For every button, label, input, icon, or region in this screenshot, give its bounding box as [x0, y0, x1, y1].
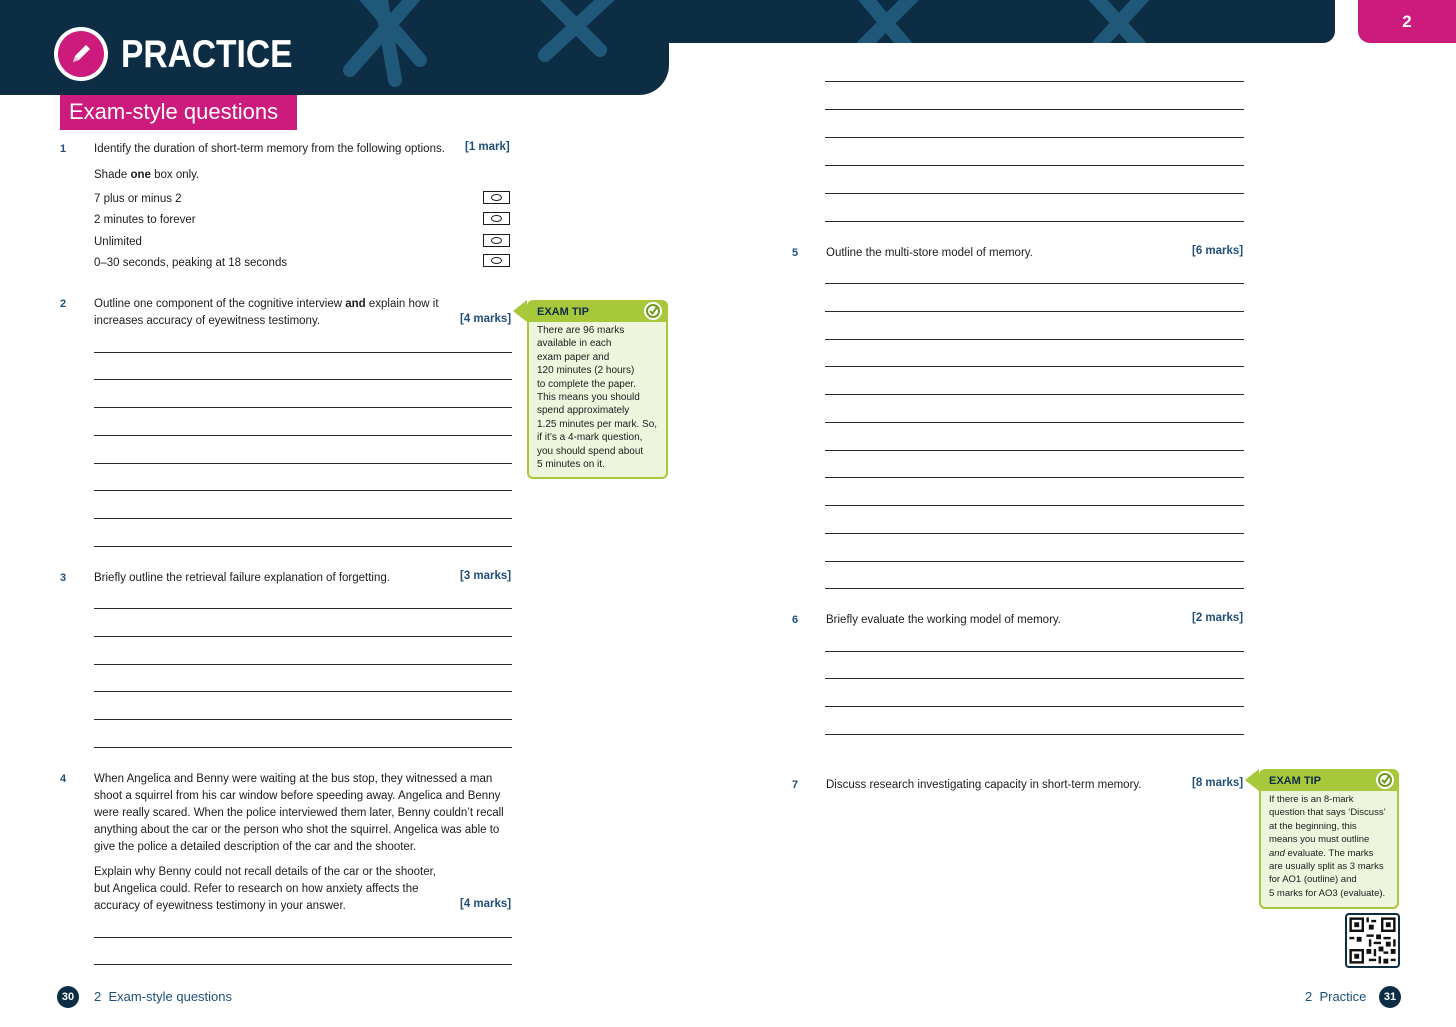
option-checkbox[interactable] — [483, 254, 510, 267]
answer-line[interactable] — [825, 193, 1244, 194]
tip-line: means you must outline — [1269, 834, 1370, 846]
tip-line: This means you should — [537, 392, 640, 404]
marks-label: [4 marks] — [460, 898, 512, 910]
page-number-right: 31 — [1379, 986, 1401, 1008]
tip-line: 120 minutes (2 hours) — [537, 365, 635, 377]
question-text: Discuss research investigating capacity in short-term memory. — [826, 779, 1142, 791]
question-text: increases accuracy of eyewitness testimony. — [94, 315, 321, 327]
answer-line[interactable] — [94, 691, 512, 692]
answer-line[interactable] — [825, 505, 1244, 506]
marks-label: [8 marks] — [1192, 777, 1244, 789]
answer-line[interactable] — [94, 937, 512, 938]
answer-line[interactable] — [825, 706, 1244, 707]
question-text: Identify the duration of short-term memory from the following options. — [94, 143, 445, 155]
answer-line[interactable] — [825, 394, 1244, 395]
marks-label: [2 marks] — [1192, 612, 1244, 624]
tip-line: available in each — [537, 338, 612, 350]
exam-tip-box — [1259, 769, 1399, 909]
pencil-icon — [58, 31, 104, 77]
answer-line[interactable] — [825, 165, 1244, 166]
answer-line[interactable] — [825, 81, 1244, 82]
answer-line[interactable] — [825, 311, 1244, 312]
answer-line[interactable] — [825, 339, 1244, 340]
footer-text-left: 2 Exam-style questions — [94, 989, 233, 1004]
tip-body — [537, 324, 660, 471]
decorative-stars — [669, 0, 1335, 43]
answer-line[interactable] — [94, 964, 512, 965]
tip-line: to complete the paper. — [537, 378, 636, 390]
page-title: PRACTICE — [121, 33, 293, 76]
marks-label: [1 mark] — [465, 141, 510, 153]
question-number: 5 — [792, 247, 799, 259]
answer-line[interactable] — [825, 533, 1244, 534]
tip-heading: EXAM TIP — [1261, 771, 1397, 791]
tip-line: 1.25 minutes per mark. So, — [537, 418, 658, 430]
marks-label: [3 marks] — [460, 570, 512, 582]
chapter-badge: 2 — [1358, 0, 1456, 43]
answer-line[interactable] — [825, 422, 1244, 423]
question-number: 4 — [60, 773, 67, 785]
question-number: 2 — [60, 298, 67, 310]
tip-line: at the beginning, this — [1269, 820, 1357, 832]
answer-line[interactable] — [94, 352, 512, 353]
target-icon — [1374, 769, 1396, 791]
question-text: Briefly evaluate the working model of memory. — [826, 614, 1061, 626]
question-text: Briefly outline the retrieval failure explanation of forgetting. — [94, 572, 390, 584]
footer-text-right: 2 Practice — [1305, 989, 1367, 1004]
answer-line[interactable] — [825, 109, 1244, 110]
tip-line: are usually split as 3 marks — [1269, 861, 1384, 873]
question-number: 1 — [60, 143, 67, 155]
header-banner-right — [669, 0, 1335, 43]
answer-line[interactable] — [94, 608, 512, 609]
tip-line: 5 marks for AO3 (evaluate). — [1269, 887, 1386, 899]
answer-line[interactable] — [94, 664, 512, 665]
tip-pointer — [1245, 769, 1259, 791]
answer-line[interactable] — [94, 518, 512, 519]
tip-pointer — [513, 300, 527, 322]
marks-label: [4 marks] — [460, 313, 512, 325]
exam-tip-box — [527, 300, 668, 479]
question-text: Outline one component of the cognitive interview and explain how it — [94, 298, 439, 310]
answer-line[interactable] — [825, 588, 1244, 589]
marks-label: [6 marks] — [1192, 245, 1244, 257]
option-label: 0–30 seconds, peaking at 18 seconds — [94, 257, 288, 269]
answer-line[interactable] — [94, 636, 512, 637]
tip-heading: EXAM TIP — [529, 302, 666, 322]
answer-line[interactable] — [825, 561, 1244, 562]
tip-line: exam paper and — [537, 351, 610, 363]
option-label: 7 plus or minus 2 — [94, 193, 182, 205]
instruction-text: Shade one box only. — [94, 169, 200, 181]
page-number-left: 30 — [57, 986, 79, 1008]
answer-line[interactable] — [825, 450, 1244, 451]
tip-line: for AO1 (outline) and — [1269, 874, 1357, 886]
question-number: 3 — [60, 572, 67, 584]
question-number: 6 — [792, 614, 799, 626]
target-icon — [642, 300, 664, 322]
question-number: 7 — [792, 779, 799, 791]
answer-line[interactable] — [94, 463, 512, 464]
answer-line[interactable] — [94, 435, 512, 436]
option-checkbox[interactable] — [483, 234, 510, 247]
section-heading: Exam-style questions — [60, 95, 297, 130]
question-text: Explain why Benny could not recall details of the car or the shooter, but Angelica could. Refer to research on how anxiety affects the accuracy of eyewitness testimony in your answer. — [94, 866, 437, 912]
question-text: When Angelica and Benny were waiting at the bus stop, they witnessed a man shoot a squirrel from his car window before speeding away. Angelica and Benny were really scared. When the police interviewed them later, Benny couldn’t recall anything about the car or the person who shot the squirrel. Angelica was able to give the police a detailed description of the car and the shooter. — [94, 773, 504, 853]
tip-line: if it’s a 4-mark question, — [537, 432, 643, 444]
tip-line: 5 minutes on it. — [537, 459, 605, 471]
answer-line[interactable] — [94, 546, 512, 547]
option-checkbox[interactable] — [483, 212, 510, 225]
option-label: 2 minutes to forever — [94, 214, 196, 226]
answer-line[interactable] — [94, 719, 512, 720]
answer-line[interactable] — [825, 221, 1244, 222]
answer-line[interactable] — [825, 137, 1244, 138]
tip-line: question that says ‘Discuss’ — [1269, 807, 1386, 819]
tip-line: If there is an 8-mark — [1269, 794, 1354, 805]
answer-line[interactable] — [94, 407, 512, 408]
answer-line[interactable] — [825, 283, 1244, 284]
answer-line[interactable] — [825, 678, 1244, 679]
option-checkbox[interactable] — [483, 191, 510, 204]
qr-code-icon[interactable] — [1345, 913, 1400, 968]
question-text: Outline the multi-store model of memory. — [826, 247, 1033, 259]
answer-line[interactable] — [825, 366, 1244, 367]
answer-line[interactable] — [825, 734, 1244, 735]
answer-line[interactable] — [825, 477, 1244, 478]
tip-body — [1269, 793, 1391, 900]
option-label: Unlimited — [94, 236, 142, 248]
tip-line: There are 96 marks — [537, 325, 625, 336]
tip-line: and evaluate. The marks — [1269, 847, 1374, 859]
answer-line[interactable] — [94, 747, 512, 748]
answer-line[interactable] — [94, 379, 512, 380]
answer-line[interactable] — [94, 490, 512, 491]
tip-line: spend approximately — [537, 405, 630, 417]
tip-line: you should spend about — [537, 445, 644, 457]
answer-line[interactable] — [825, 651, 1244, 652]
